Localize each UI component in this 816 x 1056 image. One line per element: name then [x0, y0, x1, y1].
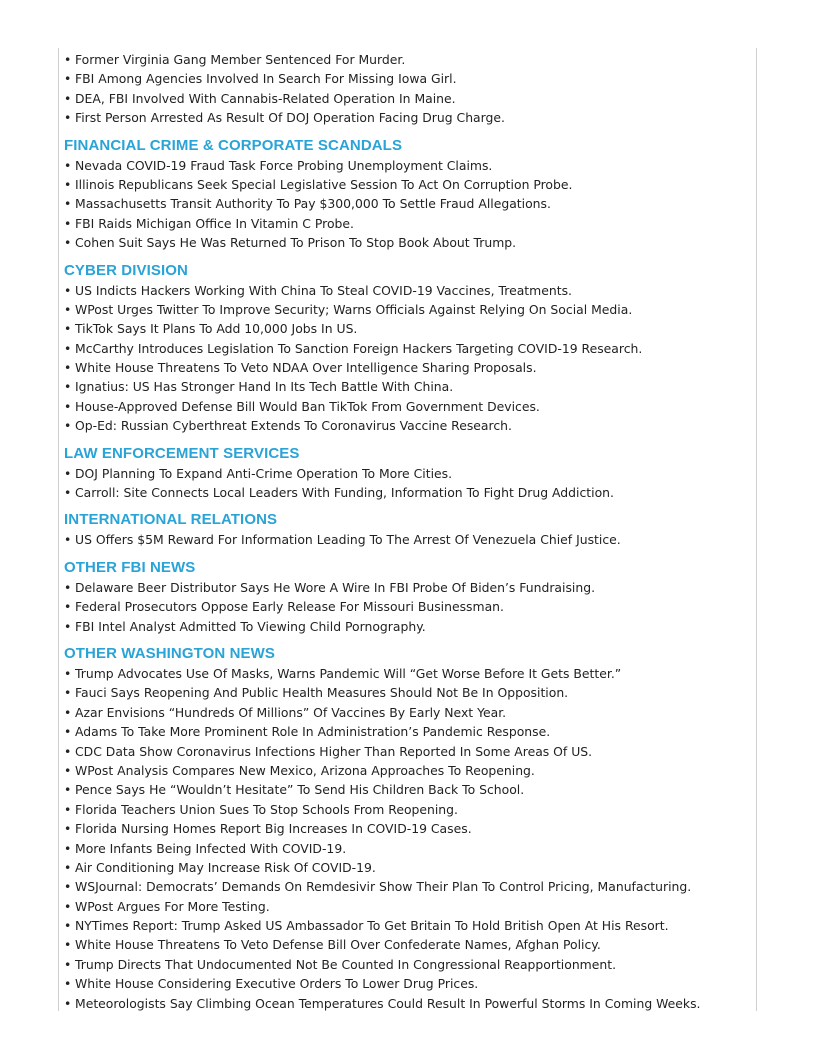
- headline-item[interactable]: • Delaware Beer Distributor Says He Wore A Wire In FBI Probe Of Biden’s Fundraising.: [64, 579, 596, 595]
- headline-item[interactable]: • Ignatius: US Has Stronger Hand In Its Tech Battle With China.: [64, 379, 454, 395]
- headline-item[interactable]: • Pence Says He “Wouldn’t Hesitate” To Send His Children Back To School.: [64, 782, 525, 798]
- headline-item[interactable]: • Azar Envisions “Hundreds Of Millions” Of Vaccines By Early Next Year.: [64, 704, 507, 720]
- headline-item[interactable]: • Florida Nursing Homes Report Big Increases In COVID-19 Cases.: [64, 821, 472, 837]
- headline-item[interactable]: • House-Approved Defense Bill Would Ban TikTok From Government Devices.: [64, 398, 540, 414]
- headline-item[interactable]: • Trump Advocates Use Of Masks, Warns Pandemic Will “Get Worse Before It Gets Better.”: [64, 665, 622, 681]
- headline-item[interactable]: • Massachusetts Transit Authority To Pay $300,000 To Settle Fraud Allegations.: [64, 196, 551, 212]
- headline-item[interactable]: • White House Threatens To Veto Defense Bill Over Confederate Names, Afghan Policy.: [64, 937, 601, 953]
- section-heading: OTHER FBI NEWS: [64, 558, 196, 576]
- headline-item[interactable]: • White House Threatens To Veto NDAA Over Intelligence Sharing Proposals.: [64, 360, 537, 376]
- headline-item[interactable]: • More Infants Being Infected With COVID-19.: [64, 840, 347, 856]
- headline-item[interactable]: • WPost Argues For More Testing.: [64, 898, 270, 914]
- headline-item[interactable]: • Meteorologists Say Climbing Ocean Temperatures Could Result In Powerful Storms In Coming Weeks.: [64, 995, 701, 1011]
- section-heading: OTHER WASHINGTON NEWS: [64, 644, 275, 662]
- headline-item[interactable]: • White House Considering Executive Orders To Lower Drug Prices.: [64, 976, 479, 992]
- section-heading: FINANCIAL CRIME & CORPORATE SCANDALS: [64, 136, 403, 154]
- newsletter-content: [64, 50, 754, 1013]
- headline-item[interactable]: • FBI Intel Analyst Admitted To Viewing Child Pornography.: [64, 618, 426, 634]
- section-cyber-division: [64, 260, 754, 436]
- newsletter-page: [58, 48, 757, 1011]
- section-financial-crime: [64, 135, 754, 253]
- headline-item[interactable]: • Fauci Says Reopening And Public Health Measures Should Not Be In Opposition.: [64, 685, 569, 701]
- headline-item[interactable]: • Former Virginia Gang Member Sentenced For Murder.: [64, 52, 406, 67]
- section-other-fbi-news: [64, 557, 754, 636]
- section-heading: INTERNATIONAL RELATIONS: [64, 511, 278, 529]
- section-law-enforcement: [64, 443, 754, 503]
- headline-item[interactable]: • FBI Raids Michigan Office In Vitamin C Probe.: [64, 215, 354, 231]
- headline-item[interactable]: • Nevada COVID-19 Fraud Task Force Probing Unemployment Claims.: [64, 157, 493, 173]
- headline-item[interactable]: • DEA, FBI Involved With Cannabis-Related Operation In Maine.: [64, 90, 456, 106]
- intro-list: [64, 50, 754, 128]
- headline-item[interactable]: • DOJ Planning To Expand Anti-Crime Operation To More Cities.: [64, 465, 453, 481]
- headline-item[interactable]: • Carroll: Site Connects Local Leaders With Funding, Information To Fight Drug Addiction.: [64, 485, 614, 501]
- headline-item[interactable]: • Air Conditioning May Increase Risk Of COVID-19.: [64, 859, 376, 875]
- headline-item[interactable]: • First Person Arrested As Result Of DOJ Operation Facing Drug Charge.: [64, 110, 505, 126]
- headline-item[interactable]: • Adams To Take More Prominent Role In Administration’s Pandemic Response.: [64, 724, 551, 740]
- headline-item[interactable]: • US Offers $5M Reward For Information Leading To The Arrest Of Venezuela Chief Justice.: [64, 532, 621, 548]
- headline-item[interactable]: • Federal Prosecutors Oppose Early Release For Missouri Businessman.: [64, 599, 504, 615]
- headline-item[interactable]: • Florida Teachers Union Sues To Stop Schools From Reopening.: [64, 801, 458, 817]
- headline-item[interactable]: • Cohen Suit Says He Was Returned To Prison To Stop Book About Trump.: [64, 235, 517, 251]
- section-other-washington-news: [64, 643, 754, 1013]
- section-international-relations: [64, 509, 754, 549]
- section-heading: LAW ENFORCEMENT SERVICES: [64, 444, 300, 462]
- headline-item[interactable]: • WSJournal: Democrats’ Demands On Remdesivir Show Their Plan To Control Pricing, Manufacturing.: [64, 879, 692, 895]
- headline-item[interactable]: • Trump Directs That Undocumented Not Be Counted In Congressional Reapportionment.: [64, 956, 617, 972]
- headline-item[interactable]: • WPost Analysis Compares New Mexico, Arizona Approaches To Reopening.: [64, 762, 535, 778]
- headline-item[interactable]: • FBI Among Agencies Involved In Search For Missing Iowa Girl.: [64, 71, 457, 87]
- headline-item[interactable]: • WPost Urges Twitter To Improve Security; Warns Officials Against Relying On Social Media.: [64, 301, 633, 317]
- headline-item[interactable]: • Illinois Republicans Seek Special Legislative Session To Act On Corruption Probe.: [64, 176, 573, 192]
- section-heading: CYBER DIVISION: [64, 261, 188, 279]
- headline-item[interactable]: • Op-Ed: Russian Cyberthreat Extends To Coronavirus Vaccine Research.: [64, 418, 512, 434]
- headline-item[interactable]: • NYTimes Report: Trump Asked US Ambassador To Get Britain To Hold British Open At His Resort.: [64, 918, 669, 934]
- headline-item[interactable]: • TikTok Says It Plans To Add 10,000 Jobs In US.: [64, 321, 358, 337]
- headline-item[interactable]: • US Indicts Hackers Working With China To Steal COVID-19 Vaccines, Treatments.: [64, 282, 572, 298]
- headline-item[interactable]: • CDC Data Show Coronavirus Infections Higher Than Reported In Some Areas Of US.: [64, 743, 593, 759]
- headline-item[interactable]: • McCarthy Introduces Legislation To Sanction Foreign Hackers Targeting COVID-19 Research.: [64, 340, 643, 356]
